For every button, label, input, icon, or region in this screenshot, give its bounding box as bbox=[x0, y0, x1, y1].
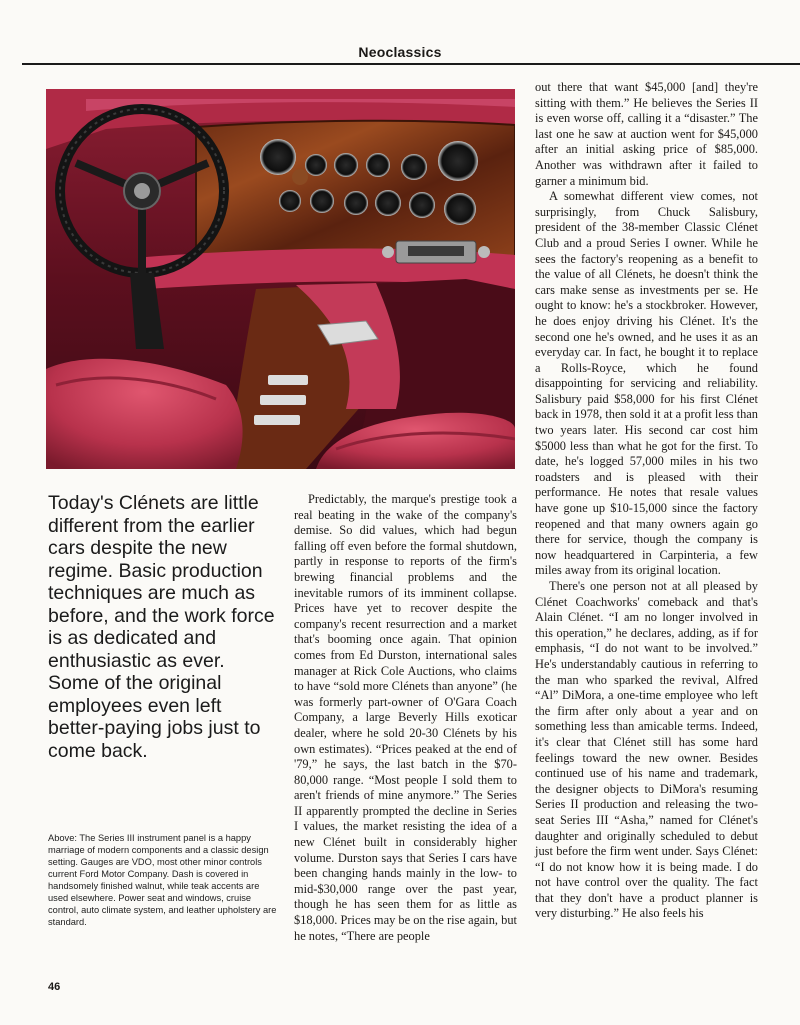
header-rule bbox=[22, 63, 800, 65]
paragraph: Predictably, the marque's prestige took a real beating in the wake of the company's demise. So did values, which had begun falling off even before the formal shutdown, partly in response to reports of the firm's brewing financial problems and the inevitable rumors of its imminent collapse. Prices have yet to recover despite the company's recent resurrection and a market that's booming once again. That opinion comes from Ed Durston, international sales manager at Rick Cole Auctions, who claims to have “sold more Clénets than anyone” (he was formerly part-owner of O'Gara Coach Company, a large Beverly Hills exoticar dealer, where he sold 20-30 Clénets by his own estimates). “Prices peaked at the end of '79,” he says, the last batch in the $70-80,000 range. “Most people I sold them to aren't friends of mine anymore.” The Series II apparently prompted the decline in Series I values, the market resisting the idea of a new Clénet built in considerably higher volume. Durston says that Series I cars have been changing hands mainly in the low- to mid-$30,000 range over the past year, though he has seen them for as little as $18,000. Prices may be on the rise again, but he notes, “There are people bbox=[294, 492, 517, 943]
article-column-right bbox=[535, 80, 758, 922]
dashboard-illustration bbox=[46, 89, 515, 469]
section-title: Neoclassics bbox=[358, 44, 442, 60]
paragraph: There's one person not at all pleased by Clénet Coachworks' comeback and that's Alain Clénet. “I am no longer involved in this operation,” he declares, adding, as if for emphasis, “I do not want to be involved.” He's understandably cautious in referring to the man who sparked the revival, Alfred “Al” DiMora, a one-time employee who left the firm after only about a year and on something less than amicable terms. Indeed, it's clear that Clénet still has some hard feelings toward the new owner. Besides continued use of his name and trademark, the designer objects to DiMora's resuming Series II production and releasing the two-seat Series III “Asha,” named for Clénet's daughter and originally scheduled to debut just before the firm went under. Says Clénet: “I do not know how it is being made. I do not have control over the quality. The fact that they don't have a product planner is very disturbing.” He also feels his bbox=[535, 579, 758, 921]
page-number: 46 bbox=[48, 981, 61, 993]
running-header bbox=[0, 0, 800, 66]
pull-quote: Today's Clénets are little different from the earlier cars despite the new regime. Basic production techniques are much as before, and the work force is as dedicated and enthusiastic as ever. Some of the original employees even left better-paying jobs just to come back. bbox=[48, 492, 275, 762]
paragraph: A somewhat different view comes, not surprisingly, from Chuck Salisbury, president of the 38-member Classic Clénet Club and a proud Series I owner. While he sees the factory's reopening as a benefit to the value of all Clénets, he doesn't think the cars make sense as investments per se. He ought to know: he's a stockbroker. However, he does enjoy driving his Clénet. It's the second one he's owned, and he uses it as an everyday car. In fact, he bought it to replace a Rolls-Royce, which he found disappointing for servicing and reliability. Salisbury paid $58,000 for his first Clénet back in 1978, then sold it at a profit less than two years later. His second car cost him $5000 less than what he got for the first. To date, he's logged 57,000 miles in his two roadsters and is pleased with their performance. He notes that resale values have gone up $10-15,000 since the factory reopened and that many owners again go there for service, though the company is now headquartered in Carpinteria, a few miles away from its original location. bbox=[535, 189, 758, 578]
dashboard-photo bbox=[46, 89, 515, 469]
photo-caption: Above: The Series III instrument panel is a happy marriage of modern components and a classic design setting. Gauges are VDO, most other minor controls current Ford Motor Company. Dash is covered in handsomely finished walnut, while teak accents are used elsewhere. Power seat and windows, cruise control, auto climate system, and leather upholstery are standard. bbox=[48, 833, 277, 927]
paragraph: out there that want $45,000 [and] they're sitting with them.” He believes the Series II is even worse off, calling it a “disaster.” The last one he saw at auction went for $45,000 after an initial asking price of $85,000. Another was withdrawn after it failed to garner a minimum bid. bbox=[535, 80, 758, 188]
article-column-middle bbox=[294, 492, 517, 944]
